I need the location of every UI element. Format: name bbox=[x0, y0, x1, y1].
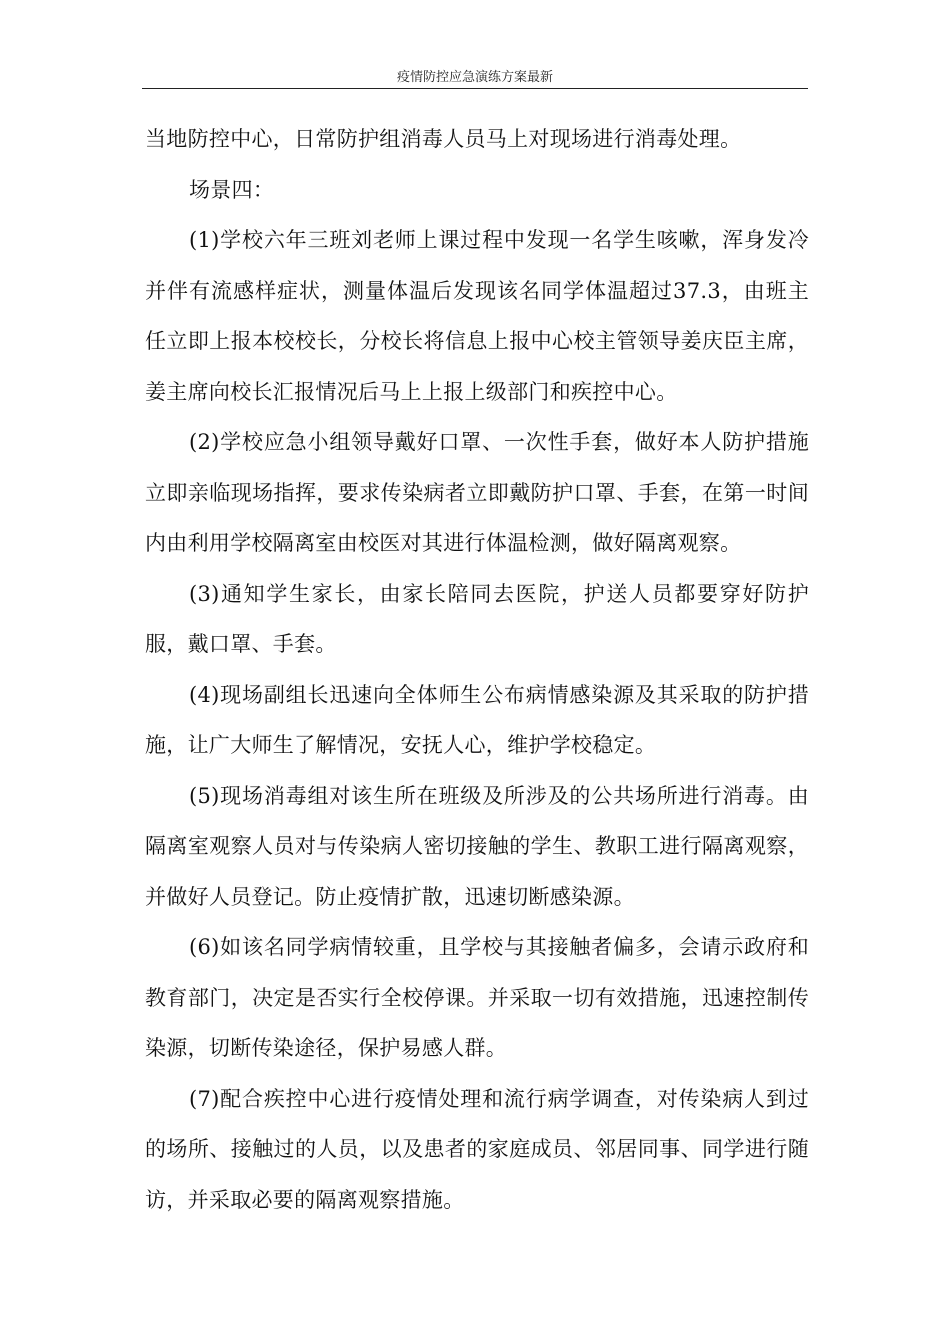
paragraph-item-5: (5)现场消毒组对该生所在班级及所涉及的公共场所进行消毒。由隔离室观察人员对与传染病人密切接触的学生、教职工进行隔离观察，并做好人员登记。防止疫情扩散，迅速切断感染源。 bbox=[145, 783, 809, 909]
paragraph-item-2: (2)学校应急小组领导戴好口罩、一次性手套，做好本人防护措施立即亲临现场指挥，要求传染病者立即戴防护口罩、手套，在第一时间内由利用学校隔离室由校医对其进行体温检测，做好隔离观察。 bbox=[145, 430, 809, 555]
paragraph-item-1: (1)学校六年三班刘老师上课过程中发现一名学生咳嗽，浑身发冷并伴有流感样症状，测量体温后发现该名同学体温超过37.3，由班主任立即上报本校校长，分校长将信息上报中心校主管领导姜庆臣主席，姜主席向校长汇报情况后马上上报上级部门和疾控中心。 bbox=[145, 228, 809, 404]
paragraph-item-7: (7)配合疾控中心进行疫情处理和流行病学调查，对传染病人到过的场所、接触过的人员，以及患者的家庭成员、邻居同事、同学进行随访，并采取必要的隔离观察措施。 bbox=[145, 1086, 809, 1212]
section-heading-scene-four: 场景四： bbox=[189, 177, 275, 202]
running-header: 疫情防控应急演练方案最新 bbox=[142, 68, 808, 89]
paragraph-item-4: (4)现场副组长迅速向全体师生公布病情感染源及其采取的防护措施，让广大师生了解情况，安抚人心，维护学校稳定。 bbox=[145, 682, 809, 757]
paragraph-continuation: 当地防控中心，日常防护组消毒人员马上对现场进行消毒处理。 bbox=[145, 127, 742, 151]
paragraph-item-6: (6)如该名同学病情较重，且学校与其接触者偏多，会请示政府和教育部门，决定是否实行全校停课。并采取一切有效措施，迅速控制传染源，切断传染途径，保护易感人群。 bbox=[145, 935, 809, 1060]
body-text bbox=[145, 114, 809, 1225]
paragraph-item-3: (3)通知学生家长，由家长陪同去医院，护送人员都要穿好防护服，戴口罩、手套。 bbox=[145, 581, 809, 656]
